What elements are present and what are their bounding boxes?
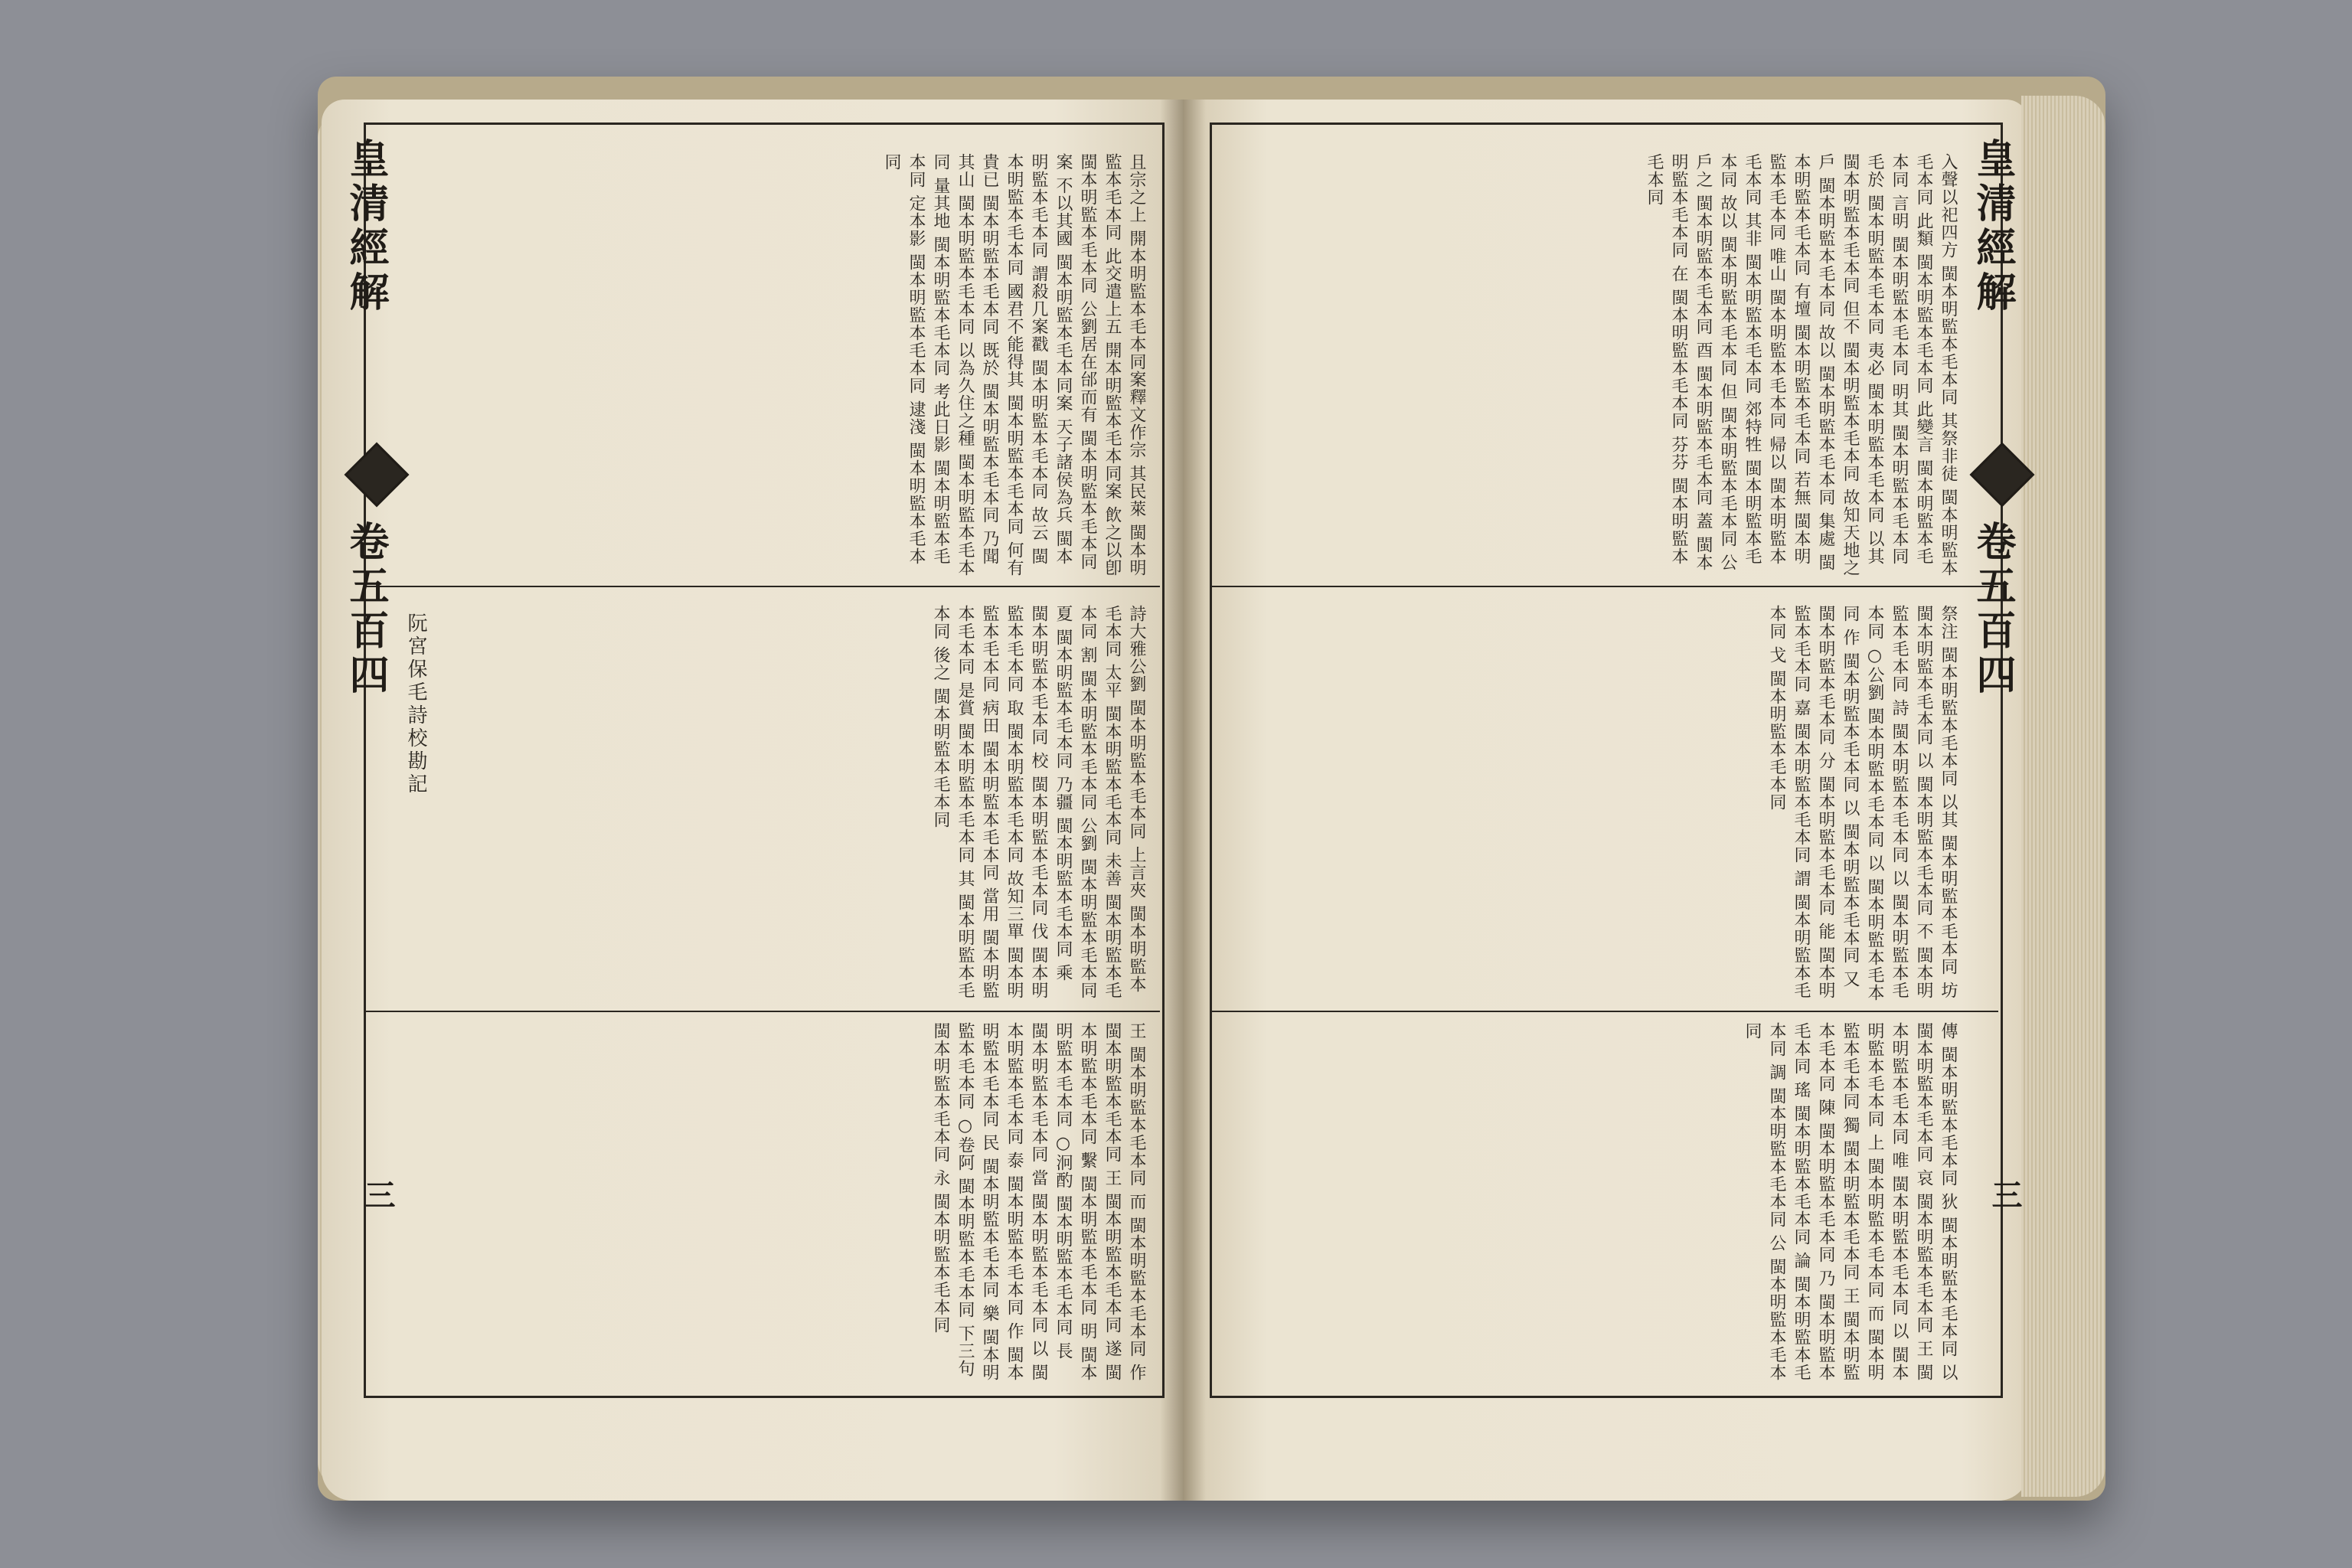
page-edges-right — [2021, 96, 2105, 1497]
right-register-middle: 祭注 閩本明監本毛本同 以其 閩本明監本毛本同 坊 閩本明監本毛本同 以 閩本明監本毛本同 不 閩本明監本毛本同 詩 閩本明監本毛本同 以 閩本明監本毛本同 ○公劉 閩本明監本毛本同 以 閩本明監本毛本同 作 閩本明監本毛本同 以 閩本明監本毛本同 又 閩本明監本毛本同 分 閩本明監本毛本同 能 閩本明監本毛本同 嘉 閩本明監本毛本同 謂 閩本明監本毛本同 戈 閩本明監本毛本同 — [1767, 605, 1958, 1001]
right-juan-label: 卷五百四 — [1969, 521, 2016, 698]
left-register-bottom: 王 閩本明監本毛本同 而 閩本明監本毛本同 作 閩本明監本毛本同 王 閩本明監本毛本同 遂 閩本明監本毛本同 繫 閩本明監本毛本同 明 閩本明監本毛本同 ○泂酌 閩本明監本毛本同 長 閩本明監本毛本同 當 閩本明監本毛本同 以 閩本明監本毛本同 泰 閩本明監本毛本同 作 閩本明監本毛本同 民 閩本明監本毛本同 樂 閩本明監本毛本同 ○卷阿 閩本明監本毛本同 下三句 閩本明監本毛本同 永 閩本明監本毛本同 — [931, 1022, 1146, 1381]
right-register-top: 入聲以祀四方 閩本明監本毛本同 其祭非徒 閩本明監本毛本同 此類 閩本明監本毛本同 此變言 閩本明監本毛本同 言明 閩本明監本毛本同 明其 閩本明監本毛本同 毛於 閩本明監本毛本同 夷必 閩本明監本毛本同 以其 閩本明監本毛本同 但不 閩本明監本毛本同 故知天地之戶 閩本明監本毛本同 故以 閩本明監本毛本同 集處 閩本明監本毛本同 有壇 閩本明監本毛本同 若無 閩本明監本毛本同 唯山 閩本明監本毛本同 帰以 閩本明監本毛本同 其非 閩本明監本毛本同 郊特牲 閩本明監本毛本同 故以 閩本明監本毛本同 但 閩本明監本毛本同 公戶之 閩本明監本毛本同 酉 閩本明監本毛本同 蓋 閩本明監本毛本同 在 閩本明監本毛本同 芬芬 閩本明監本毛本同 — [1645, 153, 1958, 577]
left-juan-label: 卷五百四 — [342, 521, 389, 698]
left-margin-title: 皇清經解 — [342, 138, 389, 315]
right-fold-number: 三 — [1987, 1179, 2023, 1210]
book-gutter — [1160, 100, 1206, 1501]
right-register-bottom: 傳 閩本明監本毛本同 狄 閩本明監本毛本同 以 閩本明監本毛本同 哀 閩本明監本毛本同 王 閩本明監本毛本同 唯 閩本明監本毛本同 以 閩本明監本毛本同 上 閩本明監本毛本同 而 閩本明監本毛本同 獨 閩本明監本毛本同 王 閩本明監本毛本同 陳 閩本明監本毛本同 乃 閩本明監本毛本同 瑤 閩本明監本毛本同 論 閩本明監本毛本同 調 閩本明監本毛本同 公 閩本明監本毛本同 — [1743, 1022, 1958, 1381]
left-caption: 阮宮保毛詩校勘記 — [404, 612, 427, 796]
right-margin-title: 皇清經解 — [1969, 138, 2016, 315]
left-register-divider-2 — [364, 1011, 1160, 1012]
left-register-middle: 詩大雅公劉 閩本明監本毛本同 上言夾 閩本明監本毛本同 太平 閩本明監本毛本同 未善 閩本明監本毛本同 割 閩本明監本毛本同 公劉 閩本明監本毛本同 夏 閩本明監本毛本同 乃疆 閩本明監本毛本同 乘 閩本明監本毛本同 校 閩本明監本毛本同 伐 閩本明監本毛本同 取 閩本明監本毛本同 故知三單 閩本明監本毛本同 病田 閩本明監本毛本同 當用 閩本明監本毛本同 是賞 閩本明監本毛本同 其 閩本明監本毛本同 後之 閩本明監本毛本同 — [931, 605, 1146, 999]
right-register-divider-1 — [1210, 586, 1998, 587]
right-register-divider-2 — [1210, 1011, 1998, 1012]
left-fold-number: 三 — [360, 1179, 396, 1210]
left-register-top: 且宗之上 開本明監本毛本同案釋文作宗 其民萊 閩本明監本毛本同 此交遣上五 開本明監本毛本同案 飲之以卽 閩本明監本毛本同 公劉居在邰而有 閩本明監本毛本同案 不以其國 閩本明監本毛本同案 天子諸侯為兵 閩本明監本毛本同 謂殺几案戳 閩本明監本毛本同 故云 閩本明監本毛本同 國君不能得其 閩本明監本毛本同 何有貴已 閩本明監本毛本同 既於 閩本明監本毛本同 乃聞其山 閩本明監本毛本同 以為久住之種 閩本明監本毛本同 量其地 閩本明監本毛本同 考此日影 閩本明監本毛本同 定本影 閩本明監本毛本同 逮淺 閩本明監本毛本同 — [882, 153, 1146, 577]
left-register-divider-1 — [364, 586, 1160, 587]
